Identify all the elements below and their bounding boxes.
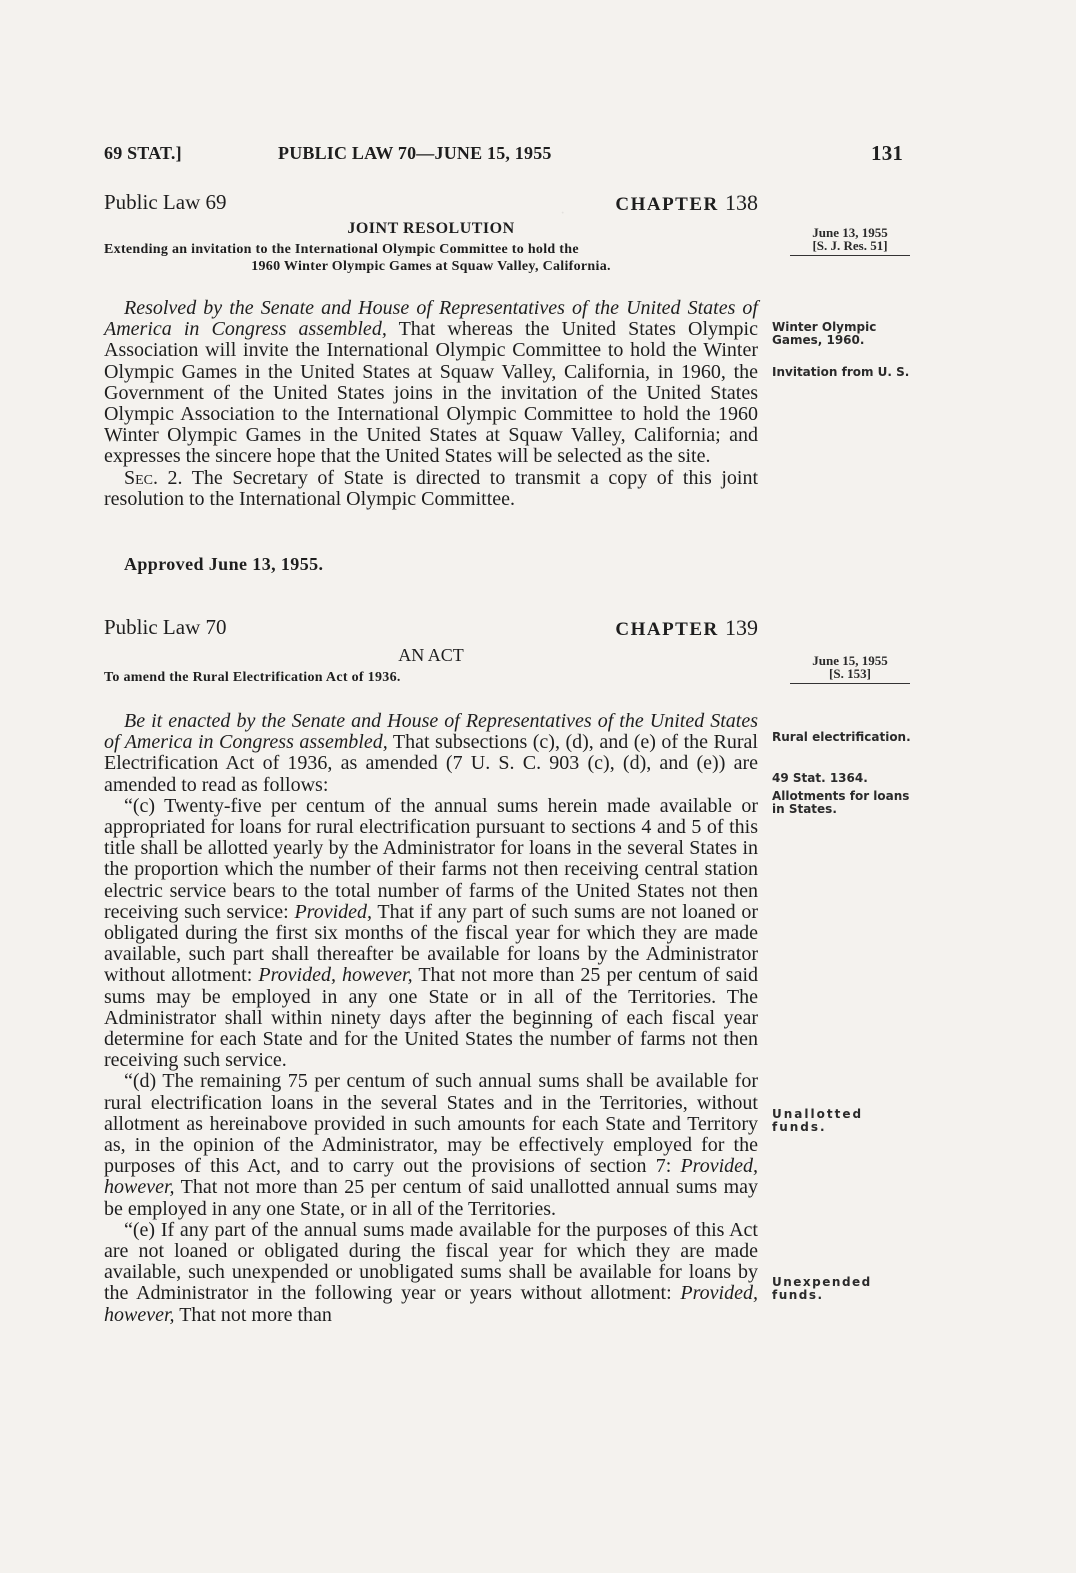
enacting-clause: Be it enacted by the Senate and House of Representatives of the United States of America in Congress assembled, bbox=[104, 710, 758, 754]
margin-note-unexpended: Unexpended funds. bbox=[772, 1275, 872, 1302]
purpose-line-2: 1960 Winter Olympic Games at Squaw Valley, California. bbox=[251, 259, 611, 274]
subsection-e-text-2: That not more than bbox=[179, 1303, 332, 1326]
subsection-c-text-3: That not more than 25 per centum of said sums may be employed in any one State or in all of the Territories. The Administrator shall within ninety days after the beginning of each fiscal year determine for each State and for the United States the number of farms not then receiving such service. bbox=[104, 964, 759, 1072]
law69-heading bbox=[104, 190, 758, 215]
law69-chapter bbox=[615, 190, 758, 216]
law69-type: JOINT RESOLUTION bbox=[347, 220, 515, 237]
subsection-c-proviso-1: Provided, bbox=[294, 900, 373, 923]
subsection-d bbox=[104, 1071, 758, 1219]
law69-date: June 13, 1955 bbox=[812, 225, 888, 240]
chapter-word: CHAPTER bbox=[615, 194, 719, 215]
law70-enacting-paragraph bbox=[104, 711, 758, 796]
subsection-c-text-2: That if any part of such sums are not loaned or obligated during the first six months of the fiscal year for which they are made available, such part shall thereafter be available for loans by the Administrator without allotment: bbox=[104, 900, 758, 987]
law70-date: June 15, 1955 bbox=[812, 653, 888, 668]
chapter-number: 139 bbox=[725, 615, 758, 640]
law69-sec2-paragraph bbox=[104, 468, 758, 510]
chapter-number: 138 bbox=[725, 190, 758, 215]
law69-purpose bbox=[104, 241, 758, 275]
header-title: PUBLIC LAW 70—JUNE 15, 1955 bbox=[278, 143, 552, 163]
law69-bill: [S. J. Res. 51] bbox=[812, 238, 888, 253]
margin-note-allotments: Allotments for loans in States. bbox=[772, 789, 910, 816]
sec2-label: Sec. 2. bbox=[124, 466, 183, 489]
subsection-d-text-1: “(d) The remaining 75 per centum of such annual sums shall be available for rural electrification loans in the several States and in the Territories, without allotment as hereinabove provided in such amounts for each State and Territory as, in the opinion of the Administrator, may be effectively employed for the purposes of this Act, and to carry out the provisions of section 7: bbox=[104, 1070, 758, 1178]
law70-chapter bbox=[615, 615, 758, 641]
law70-bill: [S. 153] bbox=[829, 666, 871, 681]
chapter-word: CHAPTER bbox=[615, 619, 719, 640]
subsection-e-text-1: “(e) If any part of the annual sums made available for the purposes of this Act are not loaned or obligated during the fiscal year for which they are made available, such unexpended or unobligated sums shall be available for loans by the Administrator in the following year or years without allotment: bbox=[104, 1218, 758, 1305]
law69-body bbox=[104, 298, 758, 510]
sec2-text: The Secretary of State is directed to transmit a copy of this joint resolution to the International Olympic Committee. bbox=[104, 466, 758, 510]
law70-body bbox=[104, 711, 758, 1326]
margin-note-rural-electrification: Rural electrification. bbox=[772, 730, 911, 744]
margin-note-unallotted: Unallotted funds. bbox=[772, 1107, 864, 1134]
law69-date-box bbox=[790, 226, 910, 256]
bleed-through-text: · bbox=[560, 205, 566, 222]
subsection-d-proviso: Provided, however, bbox=[104, 1155, 759, 1199]
law69-resolved-paragraph bbox=[104, 298, 758, 468]
page-number: 131 bbox=[871, 141, 904, 165]
header-volume: 69 STAT.] bbox=[104, 143, 182, 163]
subsection-d-text-2: That not more than 25 per centum of said unallotted annual sums may be employed in any one State, or in all of the Territories. bbox=[104, 1176, 759, 1220]
resolved-text: That whereas the United States Olympic Association will invite the International Olympic Committee to hold the Winter Olympic Games in the United States at Squaw Valley, California, in 1960, the Government of the United States joins in the invitation of the United States Olympic Association to the International Olympic Committee to hold the 1960 Winter Olympic Games in the United States at Squaw Valley, California; and expresses the sincere hope that the United States will be selected as the site. bbox=[104, 318, 758, 468]
margin-note-statute-citation: 49 Stat. 1364. bbox=[772, 771, 868, 785]
law70-type: AN ACT bbox=[398, 645, 464, 665]
subsection-c-text-1: “(c) Twenty-five per centum of the annual sums herein made available or appropriated for loans for rural electrification pursuant to sections 4 and 5 of this title shall be allotted yearly by the Administrator for loans in the several States in the proportion which the number of their farms not then receiving central station electric service bears to the total number of farms of the United States not then receiving such service: bbox=[104, 794, 758, 923]
law69-approved: Approved June 13, 1955. bbox=[124, 554, 324, 574]
law70-heading bbox=[104, 615, 758, 640]
resolved-clause: Resolved by the Senate and House of Representatives of the United States of America in Congress assembled, bbox=[104, 297, 758, 341]
subsection-c bbox=[104, 796, 758, 1072]
subsection-e-proviso: Provided, however, bbox=[104, 1282, 758, 1326]
subsection-c-proviso-2: Provided, however, bbox=[258, 964, 413, 987]
purpose-line-1: Extending an invitation to the International Olympic Committee to hold the bbox=[104, 242, 579, 257]
subsection-e bbox=[104, 1220, 758, 1326]
law70-label: Public Law 70 bbox=[104, 615, 227, 639]
margin-note-invitation: Invitation from U. S. bbox=[772, 365, 910, 379]
law70-purpose: To amend the Rural Electrification Act of 1936. bbox=[104, 670, 401, 685]
enacting-text: That subsections (c), (d), and (e) of the Rural Electrification Act of 1936, as amended (7 U. S. C. 903 (c), (d), and (e)) are amended to read as follows: bbox=[104, 731, 758, 796]
law70-date-box bbox=[790, 654, 910, 684]
margin-note-winter-olympic: Winter Olympic Games, 1960. bbox=[772, 320, 877, 347]
law69-label: Public Law 69 bbox=[104, 190, 227, 214]
